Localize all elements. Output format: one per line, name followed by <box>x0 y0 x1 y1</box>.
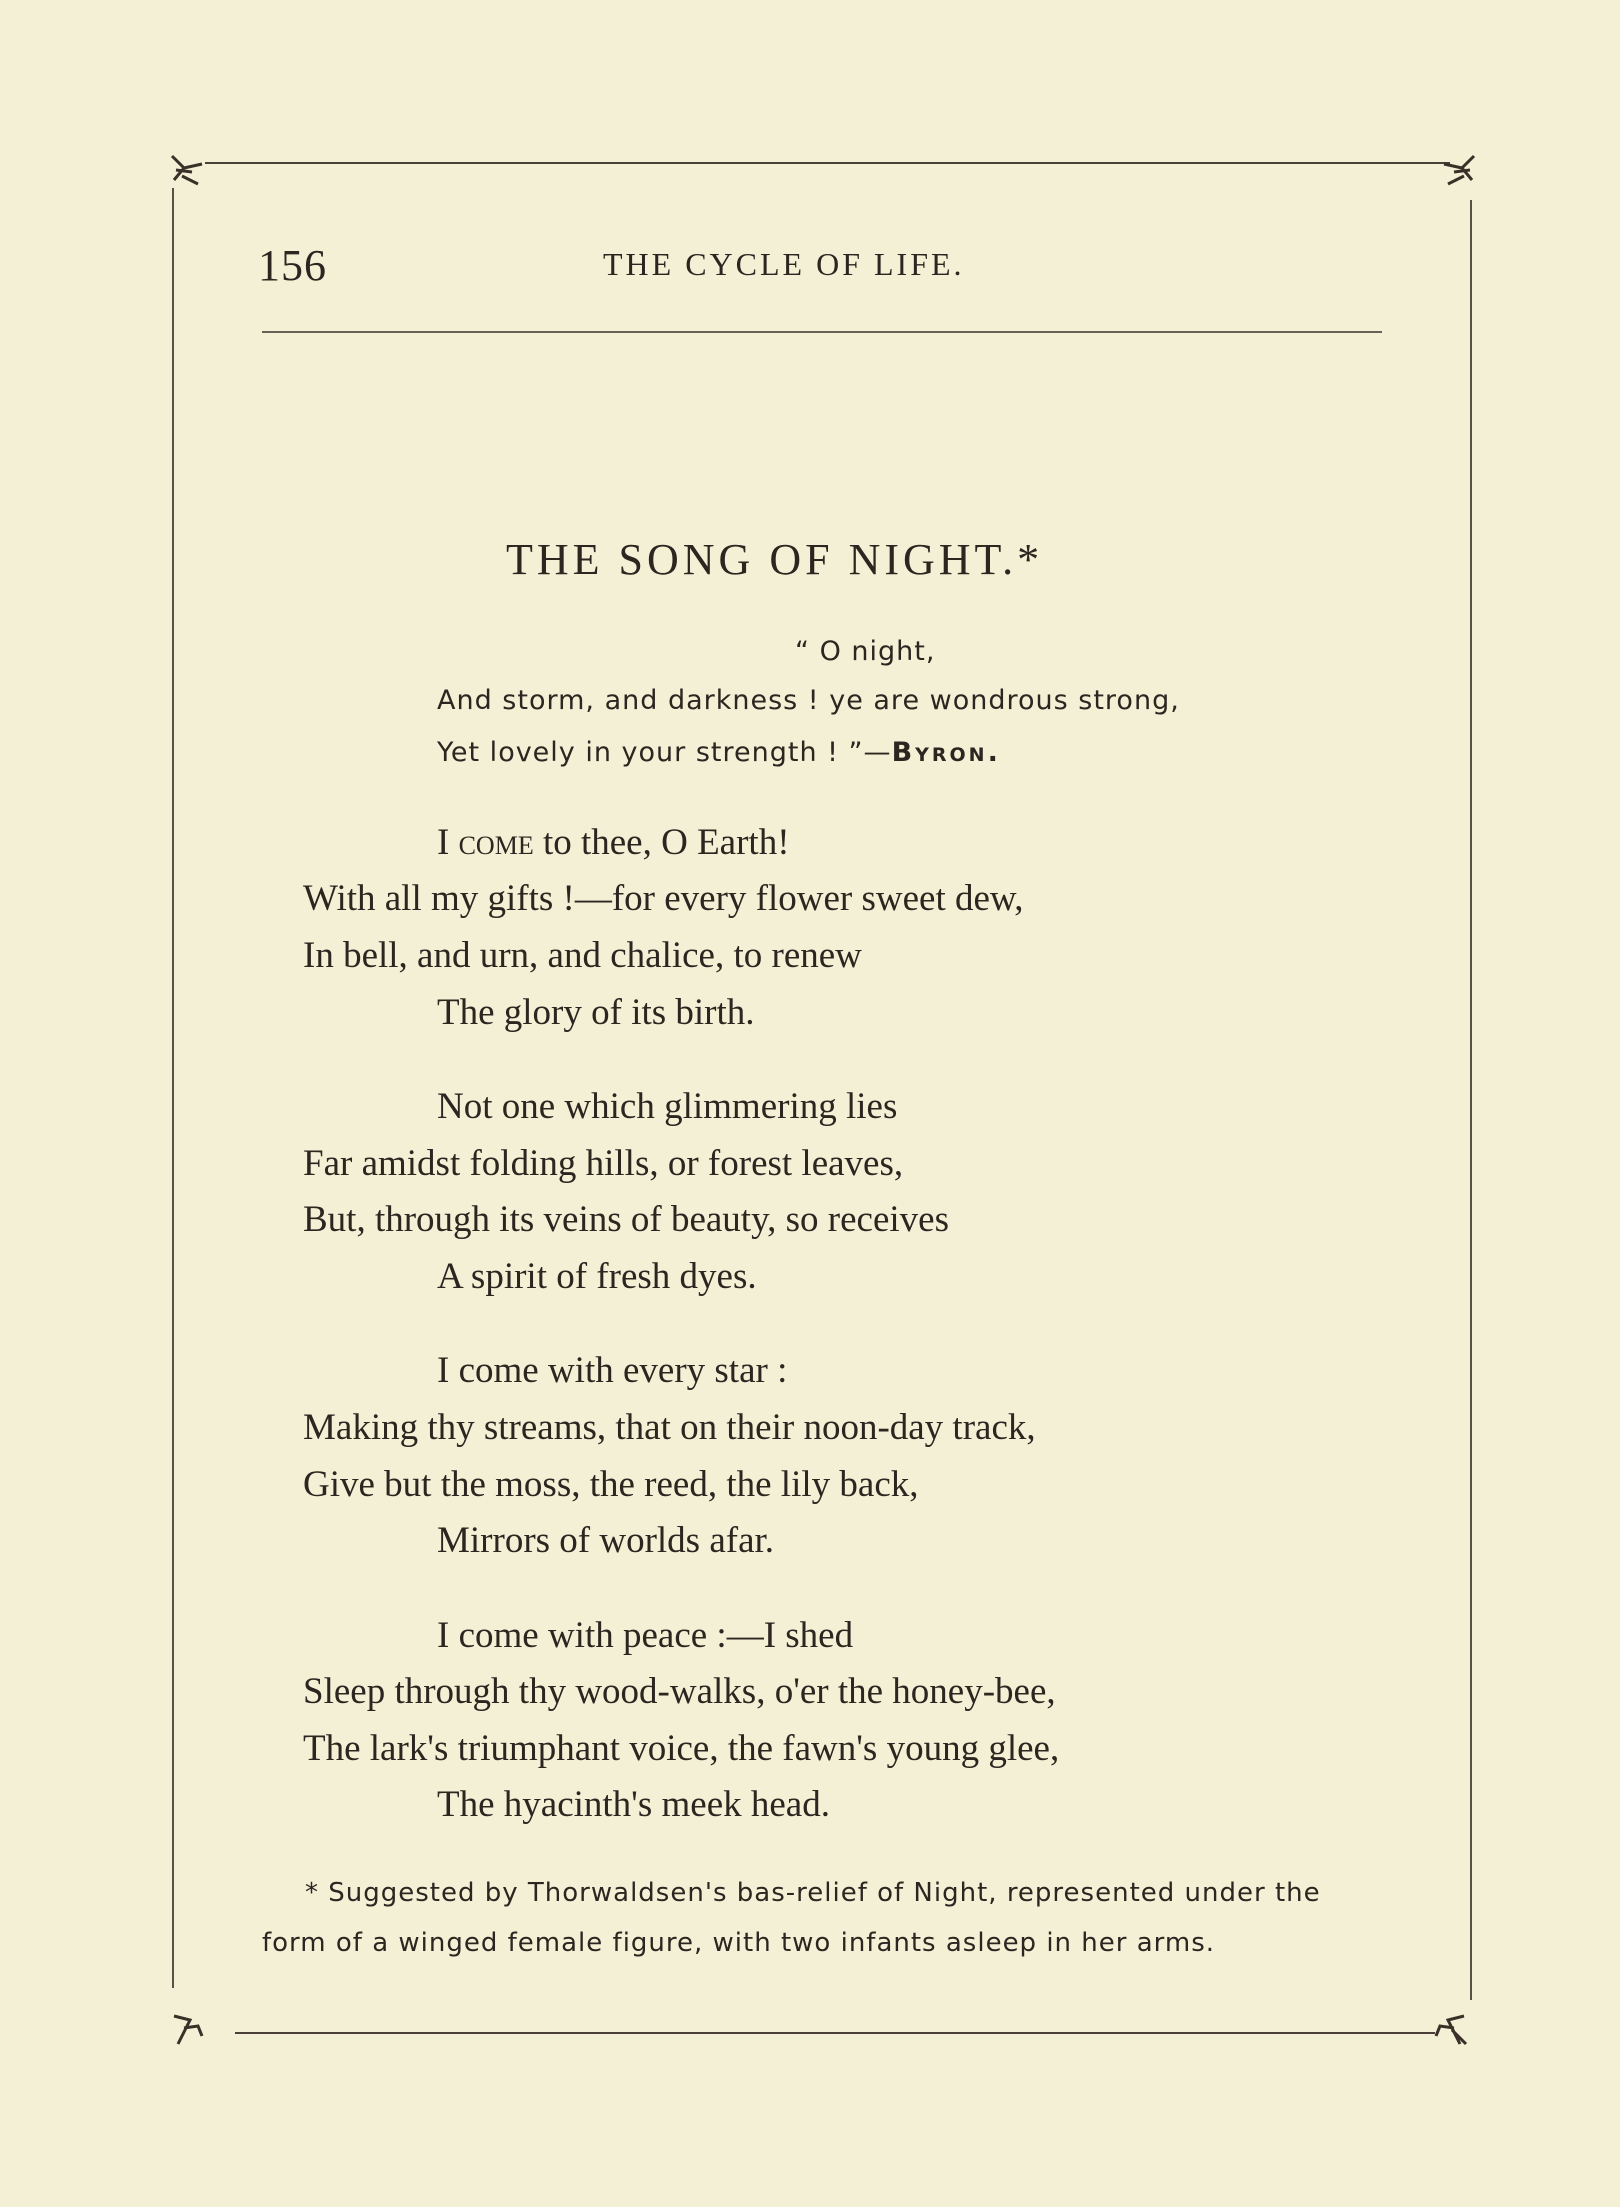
footnote-line: * Suggested by Thorwaldsen's bas-relief of Night, represented under the <box>305 1878 1321 1908</box>
epigraph-text: Yet lovely in your strength ! ”— <box>437 737 892 768</box>
corner-ornament-top-right-icon <box>1438 150 1478 190</box>
verse-line: The glory of its birth. <box>437 992 755 1033</box>
page-number: 156 <box>258 241 327 290</box>
corner-ornament-top-left-icon <box>168 150 208 190</box>
verse-line: I come with peace :—I shed <box>437 1615 854 1656</box>
verse-line: Give but the moss, the reed, the lily back, <box>303 1464 919 1505</box>
frame-top-rule <box>205 162 1450 164</box>
verse-line: Mirrors of worlds afar. <box>437 1520 775 1561</box>
verse-line: Not one which glimmering lies <box>437 1086 898 1127</box>
verse-line: Making thy streams, that on their noon-day track, <box>303 1407 1036 1448</box>
verse-line: But, through its veins of beauty, so receives <box>303 1199 950 1240</box>
epigraph-author: Byron. <box>891 737 1001 768</box>
poem-title: THE SONG OF NIGHT.* <box>506 535 1044 584</box>
epigraph-line: “ O night, <box>795 636 936 667</box>
drop-word: I <box>437 822 450 863</box>
frame-right-rule <box>1470 200 1472 2000</box>
verse-line: With all my gifts !—for every flower sweet dew, <box>303 878 1024 919</box>
verse-line: A spirit of fresh dyes. <box>437 1256 757 1297</box>
verse-line: In bell, and urn, and chalice, to renew <box>303 935 862 976</box>
running-title: THE CYCLE OF LIFE. <box>603 246 965 282</box>
epigraph-line <box>437 739 1001 766</box>
corner-ornament-bottom-left-icon <box>168 2010 208 2050</box>
verse-line: I come with every star : <box>437 1350 788 1391</box>
verse-text: to thee, O Earth! <box>533 822 790 863</box>
verse-line: The hyacinth's meek head. <box>437 1784 830 1825</box>
footnote-line: form of a winged female figure, with two infants asleep in her arms. <box>262 1928 1216 1958</box>
epigraph-line: And storm, and darkness ! ye are wondrous strong, <box>437 685 1180 716</box>
small-caps-word: come <box>458 822 534 863</box>
verse-line <box>437 824 790 861</box>
verse-line: Sleep through thy wood-walks, o'er the honey-bee, <box>303 1671 1056 1712</box>
verse-line: The lark's triumphant voice, the fawn's young glee, <box>303 1728 1060 1769</box>
corner-ornament-bottom-right-icon <box>1430 2010 1470 2050</box>
header-rule <box>262 331 1382 333</box>
frame-left-rule <box>172 188 174 1988</box>
verse-line: Far amidst folding hills, or forest leaves, <box>303 1143 904 1184</box>
frame-bottom-rule <box>235 2032 1435 2034</box>
